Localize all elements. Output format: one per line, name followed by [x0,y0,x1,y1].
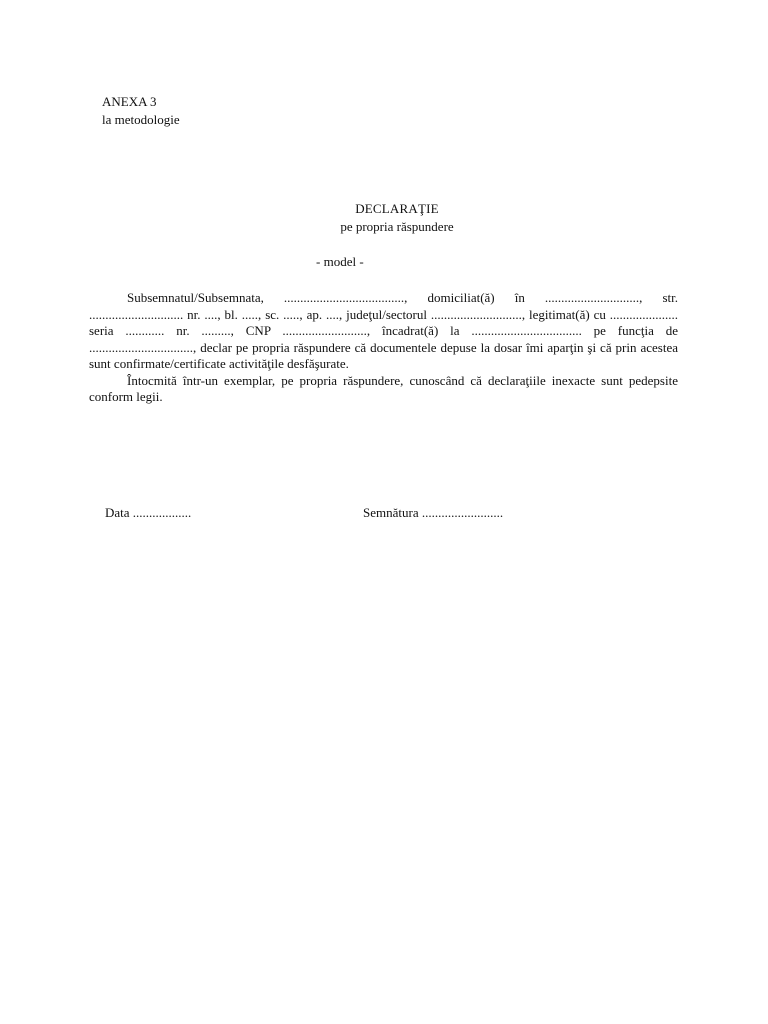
annex-number: ANEXA 3 [102,94,157,109]
signature-field: Semnătura ......................... [363,505,504,520]
model-label: - model - [316,254,364,269]
declaration-title: DECLARAŢIE [355,201,439,216]
date-field: Data .................. [105,505,192,520]
annex-methodology: la metodologie [102,112,180,127]
declaration-header [0,200,768,236]
declaration-subtitle: pe propria răspundere [340,219,454,234]
annex-reference [102,93,180,129]
declaration-body [89,290,678,406]
declaration-paragraph-1: Subsemnatul/Subsemnata, ....................................., domiciliat(ă) în ............................., str. ............................. nr. ...., bl. ....., sc. ....., ap. ...., judeţul/sectorul ............................, legitimat(ă) cu ..................... seria ............ nr. ........., CNP .........................., încadrat(ă) la .................................. pe funcţia de ................................, declar pe propria răspundere că documentele depuse la dosar îmi aparţin şi că prin acestea sunt confirmate/certificate activităţile desfăşurate. [89,290,678,371]
declaration-paragraph-2: Întocmită într-un exemplar, pe propria răspundere, cunoscând că declaraţiile inexacte sunt pedepsite conform legii. [89,372,678,404]
signature-footer [0,505,768,525]
